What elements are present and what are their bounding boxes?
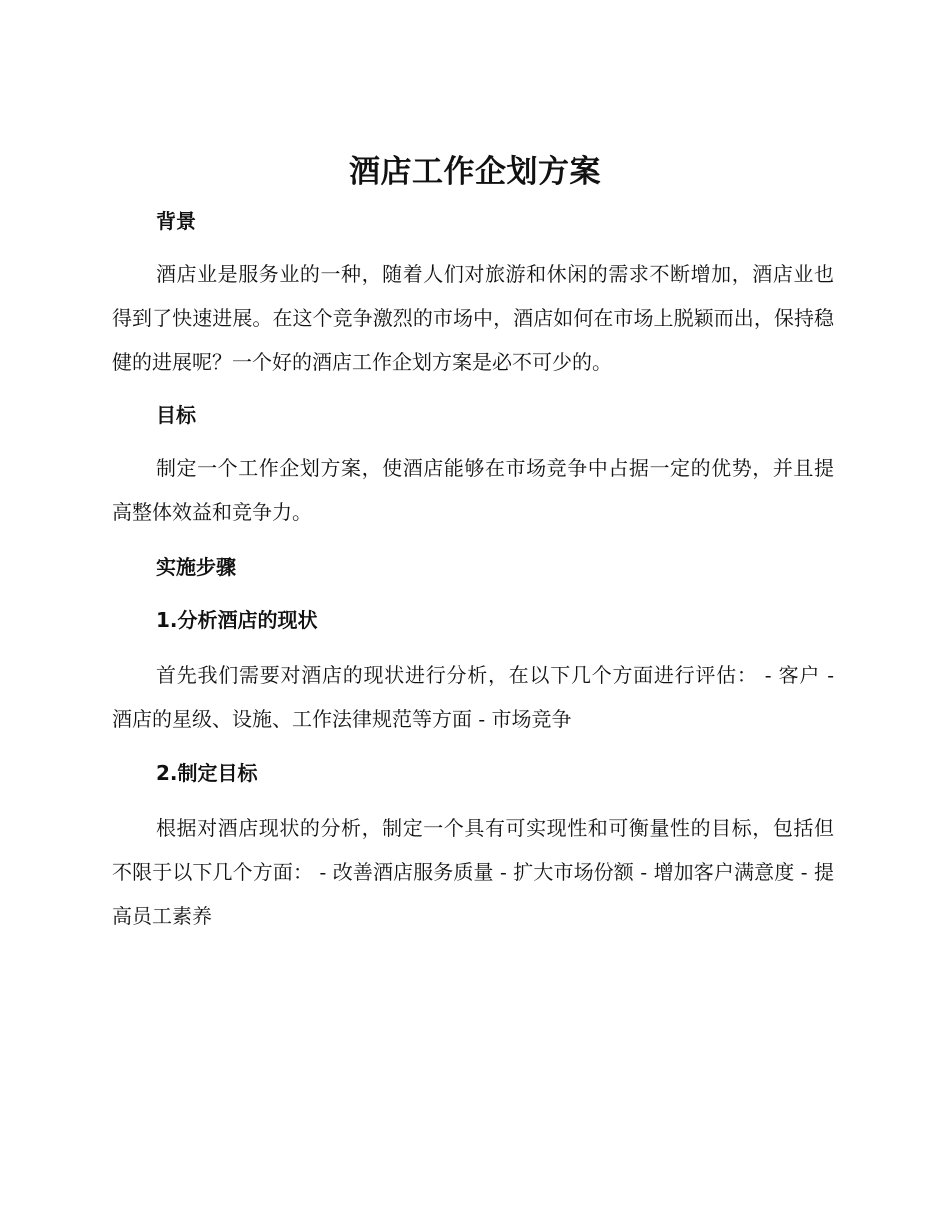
- section-heading-goal: 目标: [156, 403, 196, 427]
- section-paragraph-goal: 制定一个工作企划方案，使酒店能够在市场竞争中占据一定的优势，并且提高整体效益和竞争力。: [112, 456, 834, 524]
- section-heading-steps: 实施步骤: [156, 555, 236, 579]
- section-paragraph-analyze: 首先我们需要对酒店的现状进行分析，在以下几个方面进行评估： - 客户 - 酒店的星级、设施、工作法律规范等方面 - 市场竞争: [112, 663, 834, 731]
- document-title: 酒店工作企划方案: [349, 154, 601, 190]
- section-paragraph-background: 酒店业是服务业的一种，随着人们对旅游和休闲的需求不断增加，酒店业也得到了快速进展。在这个竞争激烈的市场中，酒店如何在市场上脱颖而出，保持稳健的进展呢？一个好的酒店工作企划方案是必不可少的。: [112, 262, 834, 374]
- section-heading-analyze: 1.分析酒店的现状: [156, 608, 318, 632]
- section-heading-set-goals: 2.制定目标: [156, 761, 258, 785]
- section-heading-background: 背景: [156, 209, 196, 233]
- section-paragraph-set-goals: 根据对酒店现状的分析，制定一个具有可实现性和可衡量性的目标，包括但不限于以下几个方面： - 改善酒店服务质量 - 扩大市场份额 - 增加客户满意度 - 提高员工素养: [112, 816, 834, 928]
